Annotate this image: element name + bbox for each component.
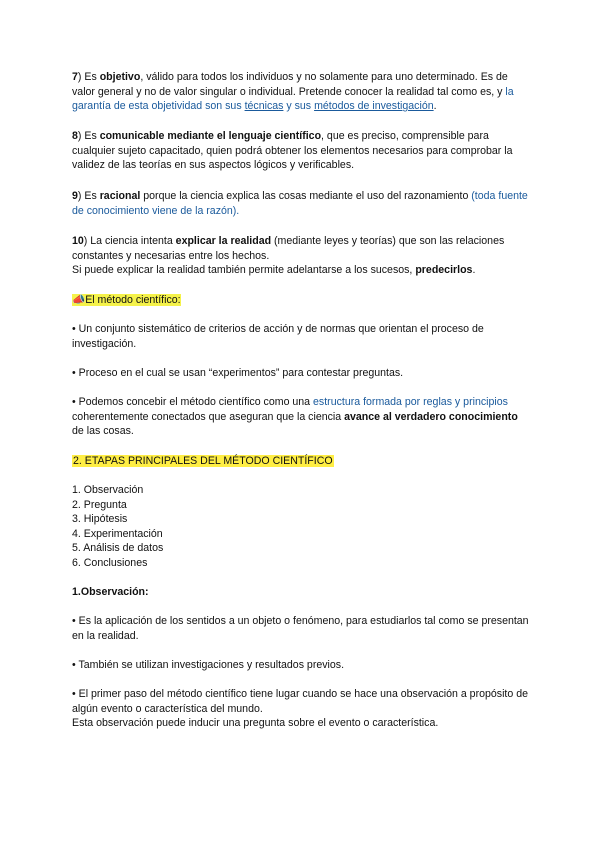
link-metodos[interactable]: métodos de investigación — [314, 100, 434, 112]
text-segment: ) Es — [77, 190, 100, 202]
blue-text: y sus — [283, 100, 315, 112]
blue-text: estructura formada por reglas y principios — [313, 396, 508, 408]
text-segment: ) La ciencia intenta — [83, 235, 176, 247]
link-tecnicas[interactable]: técnicas — [244, 100, 284, 112]
bold-term: avance al verdadero conocimiento — [344, 410, 518, 423]
text-segment: porque la ciencia explica las cosas mediante el uso del razonamiento — [140, 190, 472, 202]
highlighted-heading — [72, 294, 181, 306]
text-segment: de las cosas. — [72, 425, 134, 437]
text-segment: Si puede explicar la realidad también permite adelantarse a los sucesos, — [72, 264, 416, 276]
observacion-bullet-2: • También se utilizan investigaciones y resultados previos. — [72, 659, 345, 671]
text-segment: , válido para todos los individuos y no solamente para uno determinado. Es de valor general y no de valor singular o individual. Pretende conocer la realidad tal como es, y — [72, 71, 508, 98]
item-number: 10 — [72, 235, 84, 247]
item-number: 9 — [72, 190, 78, 202]
paragraph-7 — [72, 70, 532, 114]
text-segment: • El primer paso del método científico tiene lugar cuando se hace una observación a propósito de algún evento o característica del mundo. — [72, 688, 528, 715]
metodo-heading — [72, 293, 532, 308]
observacion-heading — [72, 585, 532, 600]
text-segment: Esta observación puede inducir una pregunta sobre el evento o característica. — [72, 717, 439, 729]
bold-term: explicar la realidad — [175, 235, 272, 247]
highlighted-heading: 2. ETAPAS PRINCIPALES DEL MÉTODO CIENTÍFICO — [73, 455, 333, 467]
metodo-bullet-3 — [72, 395, 532, 439]
text-segment: (mediante leyes y teorías) que son las relaciones constantes y necesarias entre los hechos. — [72, 235, 505, 262]
list-item: 2. Pregunta — [72, 498, 127, 511]
observacion-bullet-1: • Es la aplicación de los sentidos a un objeto o fenómeno, para estudiarlos tal como se presentan en la realidad. — [72, 615, 529, 642]
text-segment: • Podemos concebir el método científico como una — [72, 396, 314, 408]
list-item: 4. Experimentación — [72, 527, 163, 540]
list-item: 3. Hipótesis — [72, 513, 128, 525]
bold-term: comunicable mediante el lenguaje científico — [99, 130, 322, 142]
etapas-heading — [72, 454, 532, 469]
text-segment: ) Es — [77, 71, 100, 83]
text-segment: , que es preciso, comprensible para cualquier sujeto capacitado, quien podrá obtener los elementos necesarios para comprobar la validez de las teorías en sus aspectos lógicos y verificables. — [72, 130, 513, 171]
paragraph-9 — [72, 189, 532, 218]
item-number: 8 — [72, 130, 78, 142]
text-segment: . — [433, 100, 437, 112]
metodo-bullet-1: • Un conjunto sistemático de criterios de acción y de normas que orientan el proceso de investigación. — [72, 323, 484, 350]
paragraph-10 — [72, 234, 532, 278]
list-item: 6. Conclusiones — [72, 556, 148, 569]
list-item: 5. Análisis de datos — [72, 542, 164, 554]
blue-text: la garantía de esta objetividad son sus — [72, 85, 514, 112]
list-item: 1. Observación — [72, 484, 144, 496]
observacion-bullet-3 — [72, 687, 532, 731]
etapas-list — [72, 483, 532, 570]
blue-text: (toda fuente de conocimiento viene de la razón). — [72, 190, 528, 217]
bold-term: racional — [99, 190, 141, 202]
text-segment: ) Es — [77, 130, 100, 142]
bold-term: objetivo — [99, 71, 141, 83]
text-segment: coherentemente conectados que aseguran que la ciencia — [72, 410, 345, 423]
metodo-bullet-2: • Proceso en el cual se usan “experimentos” para contestar preguntas. — [72, 367, 404, 379]
megaphone-icon: 📣El método científico: — [72, 294, 181, 306]
section-title: 1.Observación: — [72, 586, 149, 598]
bold-term: predecirlos — [415, 264, 473, 276]
item-number: 7 — [72, 71, 78, 83]
text-segment: . — [472, 264, 476, 276]
paragraph-8 — [72, 129, 532, 173]
